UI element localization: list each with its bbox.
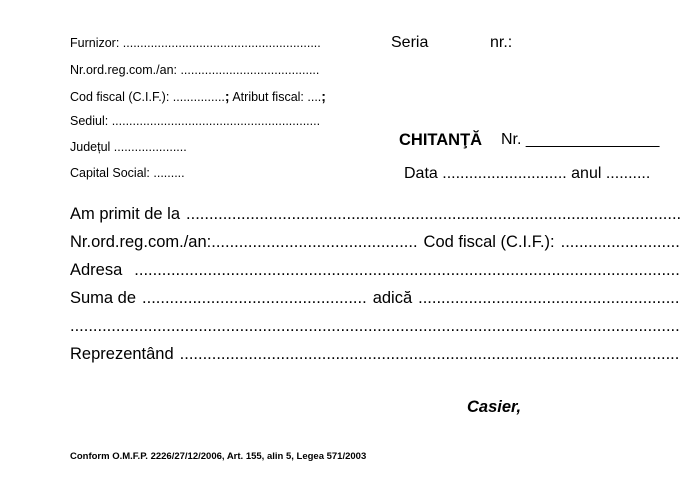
cod-fiscal-body-label: Cod fiscal (C.I.F.): <box>423 233 555 251</box>
reprezentand-dots <box>180 345 680 364</box>
judetul-field: Județul ..................... <box>70 140 187 154</box>
semicolon-1: ; <box>224 88 230 104</box>
row-suma <box>70 289 680 308</box>
cif-label: Cod fiscal (C.I.F.): ............... <box>70 90 225 104</box>
atribut-label: Atribut fiscal: .... <box>229 90 322 104</box>
receipt-number-line: Nr. _______________ <box>501 131 660 148</box>
row-am-primit <box>70 205 680 224</box>
furnizor-field: Furnizor: ......................................................... <box>70 36 321 50</box>
seria-label: Seria <box>391 34 429 51</box>
sediul-field: Sediul: ............................................................ <box>70 114 321 128</box>
casier-label: Casier, <box>467 398 522 416</box>
reg-com-field: Nr.ord.reg.com./an: ........................................ <box>70 63 320 77</box>
date-line: Data ............................ anul .......... <box>404 165 651 182</box>
row-reg-com <box>70 233 680 252</box>
reg-com-body-dots: ............................................. <box>211 233 418 251</box>
nr-label: nr.: <box>490 34 513 51</box>
row-reprezentand <box>70 345 680 364</box>
receipt-title: CHITANŢĂ <box>399 131 483 149</box>
cod-fiscal-dots <box>561 233 680 252</box>
suma-label: Suma de <box>70 289 137 307</box>
adica-label: adică <box>372 289 413 307</box>
cif-atribut-field <box>70 88 326 104</box>
blank-dots <box>70 317 680 336</box>
row-blank <box>70 317 680 336</box>
reg-com-body-label: Nr.ord.reg.com./an: <box>70 233 212 251</box>
am-primit-dots <box>186 205 680 224</box>
suma-dots: ................................................. <box>142 289 367 307</box>
adresa-label: Adresa <box>70 261 123 279</box>
semicolon-2: ; <box>321 88 326 104</box>
capital-social-field: Capital Social: ......... <box>70 166 185 180</box>
adica-dots <box>418 289 680 308</box>
am-primit-label: Am primit de la <box>70 205 181 223</box>
row-adresa <box>70 261 680 280</box>
adresa-dots <box>134 261 680 280</box>
legal-reference: Conform O.M.F.P. 2226/27/12/2006, Art. 155, alin 5, Legea 571/2003 <box>70 451 367 462</box>
reprezentand-label: Reprezentând <box>70 345 174 363</box>
